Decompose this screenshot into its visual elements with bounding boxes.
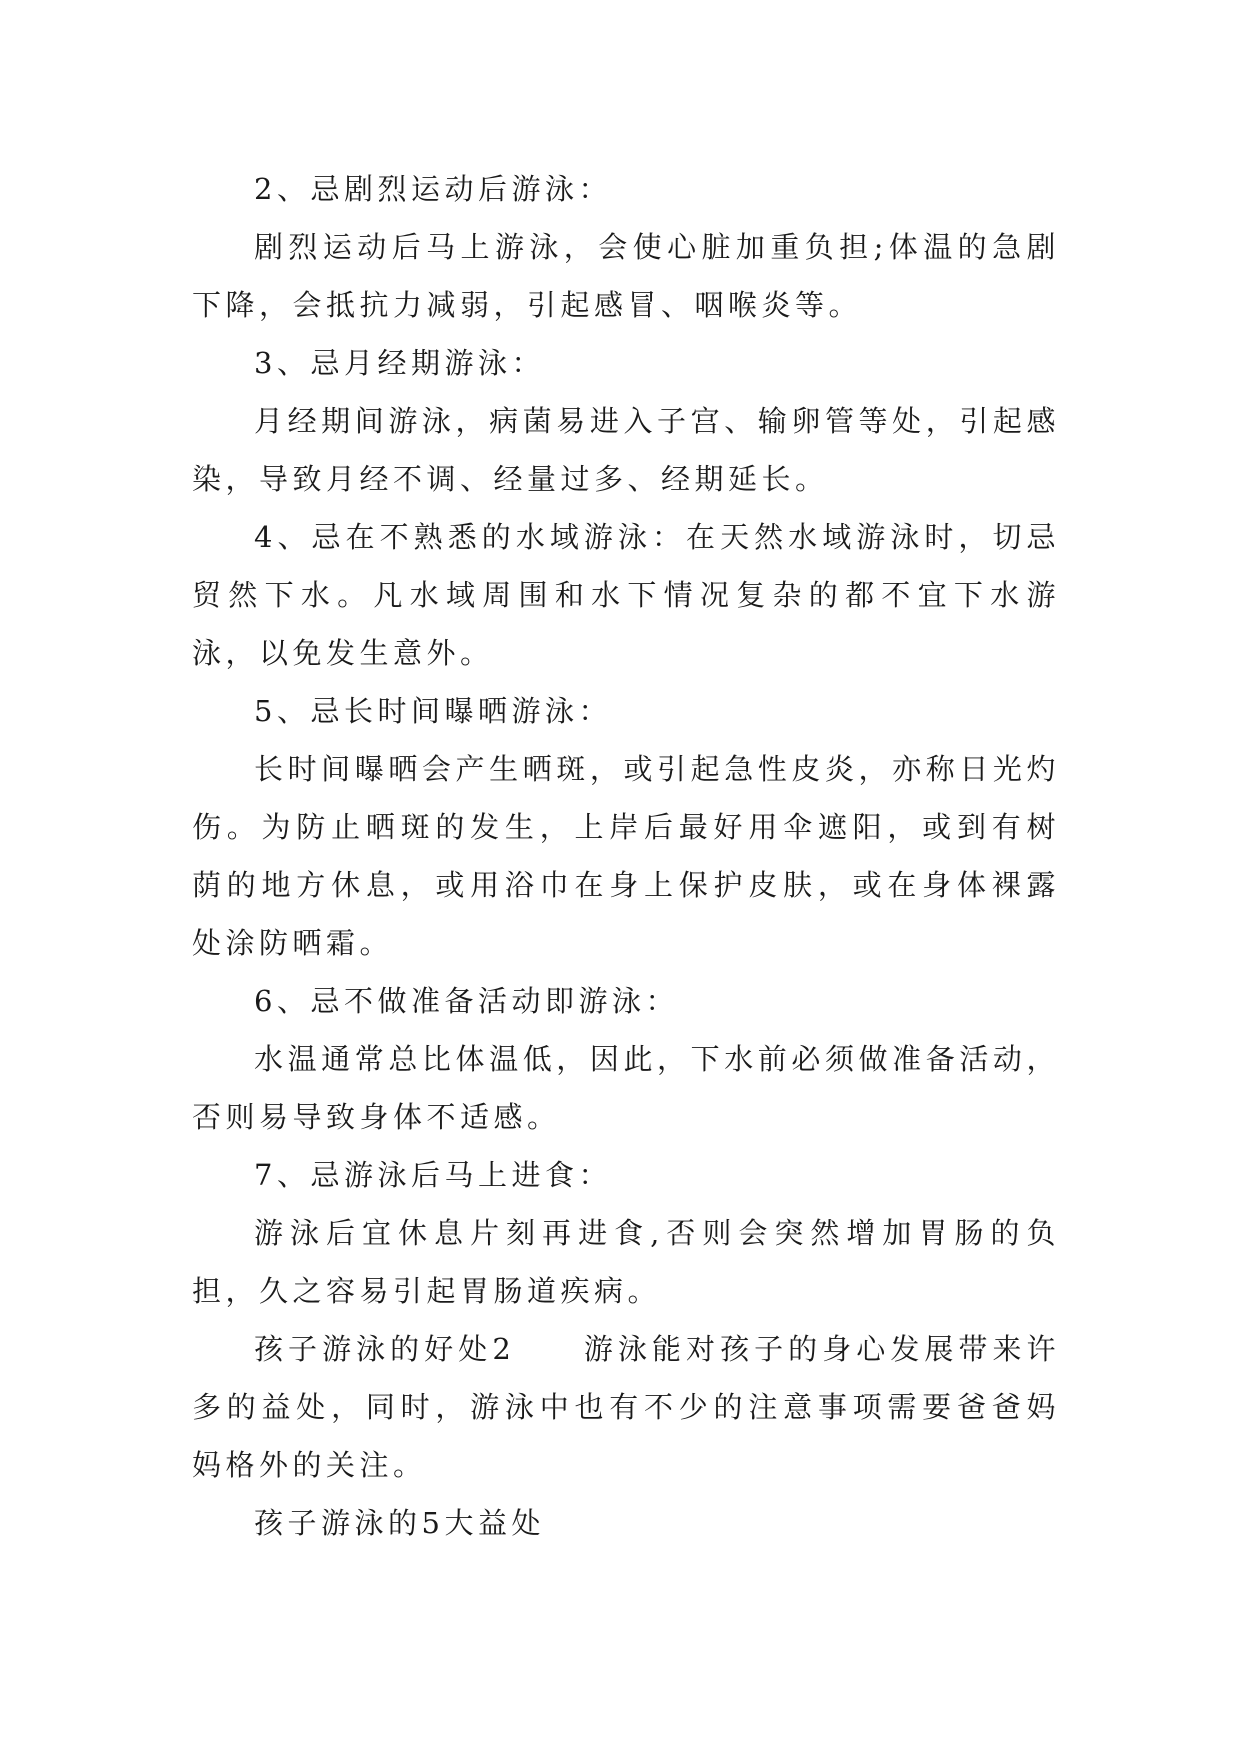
paragraph-menstrual-period: 月经期间游泳，病菌易进入子宫、输卵管等处，引起感染，导致月经不调、经量过多、经期延长。 [192,404,1060,496]
heading-3-menstrual-period: 3、忌月经期游泳： [254,346,545,380]
heading-five-benefits: 孩子游泳的5大益处 [254,1506,545,1540]
heading-5-sun-exposure: 5、忌长时间曝晒游泳： [254,694,612,728]
paragraph-strenuous-exercise: 剧烈运动后马上游泳，会使心脏加重负担;体温的急剧下降，会抵抗力减弱，引起感冒、咽喉炎等。 [192,230,1060,322]
document-body [192,160,1060,1552]
heading-7-eating-after-swim: 7、忌游泳后马上进食： [254,1158,612,1192]
paragraph-4-unfamiliar-water: 4、忌在不熟悉的水域游泳：在天然水域游泳时，切忌贸然下水。凡水域周围和水下情况复杂的都不宜下水游泳，以免发生意外。 [192,520,1060,670]
heading-2-strenuous-exercise: 2、忌剧烈运动后游泳： [254,172,612,206]
paragraph-benefits-intro: 孩子游泳的好处2 游泳能对孩子的身心发展带来许多的益处，同时，游泳中也有不少的注意事项需要爸爸妈妈格外的关注。 [192,1332,1060,1482]
paragraph-eating-after-swim: 游泳后宜休息片刻再进食,否则会突然增加胃肠的负担，久之容易引起胃肠道疾病。 [192,1216,1060,1308]
paragraph-warm-up: 水温通常总比体温低，因此，下水前必须做准备活动，否则易导致身体不适感。 [192,1042,1060,1134]
paragraph-sun-exposure: 长时间曝晒会产生晒斑，或引起急性皮炎，亦称日光灼伤。为防止晒斑的发生，上岸后最好用伞遮阳，或到有树荫的地方休息，或用浴巾在身上保护皮肤，或在身体裸露处涂防晒霜。 [192,752,1060,960]
heading-6-warm-up: 6、忌不做准备活动即游泳： [254,984,679,1018]
